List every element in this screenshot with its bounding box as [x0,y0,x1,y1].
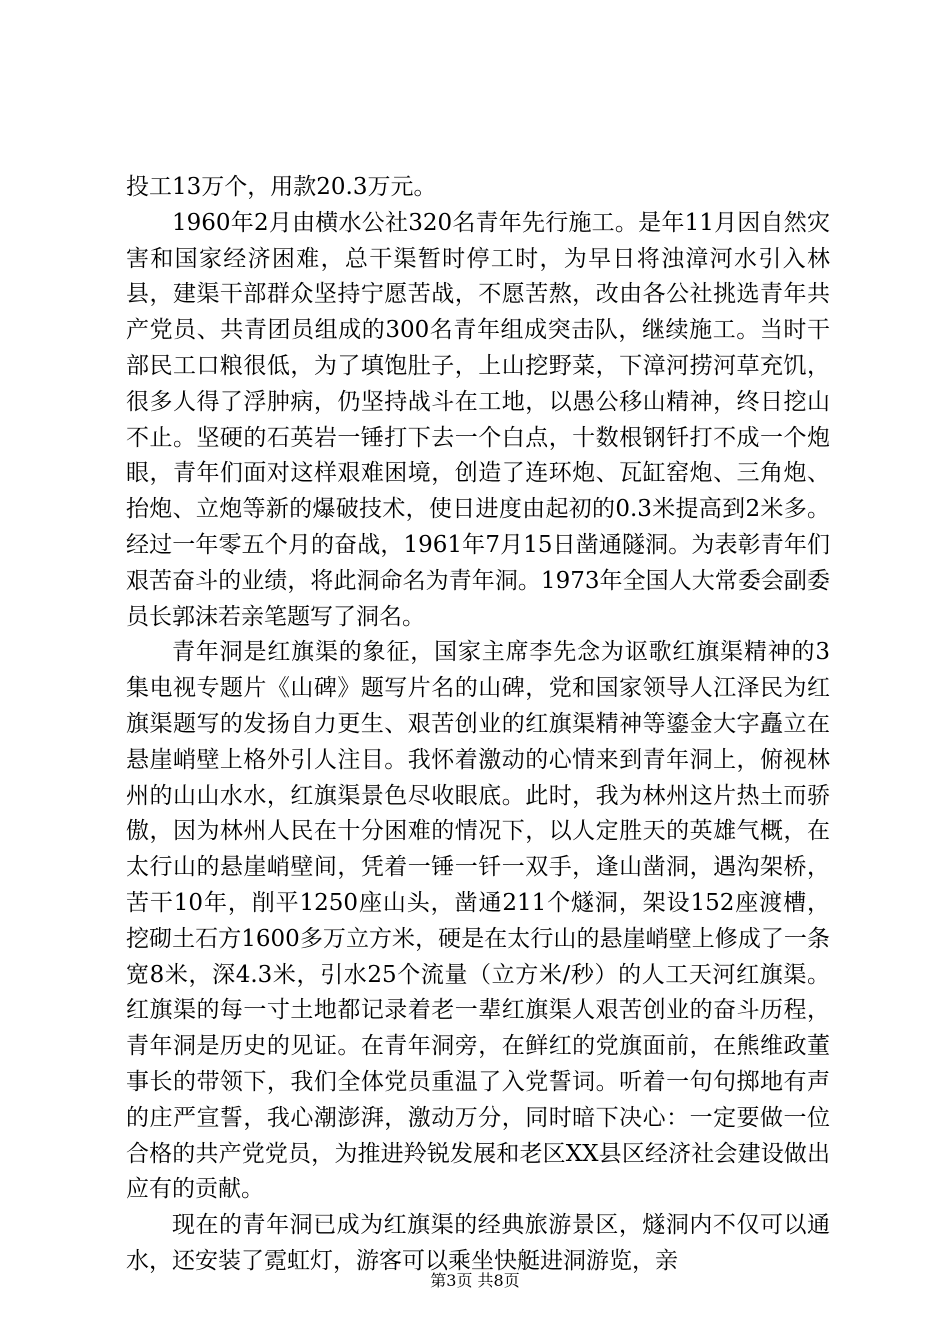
paragraph-4: 现在的青年洞已成为红旗渠的经典旅游景区，燧洞内不仅可以通水，还安装了霓虹灯，游客可以乘坐快艇进洞游览，亲 [126,1212,830,1274]
document-body [126,170,830,1280]
page-number: 第3页 共8页 [430,1271,520,1290]
paragraph-2: 1960年2月由横水公社320名青年先行施工。是年11月因自然灾害和国家经济困难，总干渠暂时停工时，为早日将浊漳河水引入林县，建渠干部群众坚持宁愿苦战，不愿苦熬，改由各公社挑选青年共产党员、共青团员组成的300名青年组成突击队，继续施工。当时干部民工口粮很低，为了填饱肚子，上山挖野菜，下漳河捞河草充饥，很多人得了浮肿病，仍坚持战斗在工地，以愚公移山精神，终日挖山不止。坚硬的石英岩一锤打下去一个白点，十数根钢钎打不成一个炮眼，青年们面对这样艰难困境，创造了连环炮、瓦缸窑炮、三角炮、抬炮、立炮等新的爆破技术，使日进度由起初的0.3米提高到2米多。经过一年零五个月的奋战，1961年7月15日凿通隧洞。为表彰青年们艰苦奋斗的业绩，将此洞命名为青年洞。1973年全国人大常委会副委员长郭沫若亲笔题写了洞名。 [126,209,830,630]
paragraph-3: 青年洞是红旗渠的象征，国家主席李先念为讴歌红旗渠精神的3集电视专题片《山碑》题写片名的山碑，党和国家领导人江泽民为红旗渠题写的发扬自力更生、艰苦创业的红旗渠精神等鎏金大字矗立在悬崖峭壁上格外引人注目。我怀着激动的心情来到青年洞上，俯视林州的山山水水，红旗渠景色尽收眼底。此时，我为林州这片热土而骄傲，因为林州人民在十分困难的情况下，以人定胜天的英雄气概，在太行山的悬崖峭壁间，凭着一锤一钎一双手，逢山凿洞，遇沟架桥，苦干10年，削平1250座山头，凿通211个燧洞，架设152座渡槽，挖砌土石方1600多万立方米，硬是在太行山的悬崖峭壁上修成了一条宽8米，深4.3米，引水25个流量（立方米/秒）的人工天河红旗渠。红旗渠的每一寸土地都记录着老一辈红旗渠人艰苦创业的奋斗历程，青年洞是历史的见证。在青年洞旁，在鲜红的党旗面前，在熊维政董事长的带领下，我们全体党员重温了入党誓词。听着一句句掷地有声的庄严宣誓，我心潮澎湃，激动万分，同时暗下决心：一定要做一位合格的共产党党员，为推进羚锐发展和老区XX县区经济社会建设做出应有的贡献。 [126,639,830,1203]
paragraph-1: 投工13万个，用款20.3万元。 [126,174,437,200]
page-footer [0,1271,950,1291]
